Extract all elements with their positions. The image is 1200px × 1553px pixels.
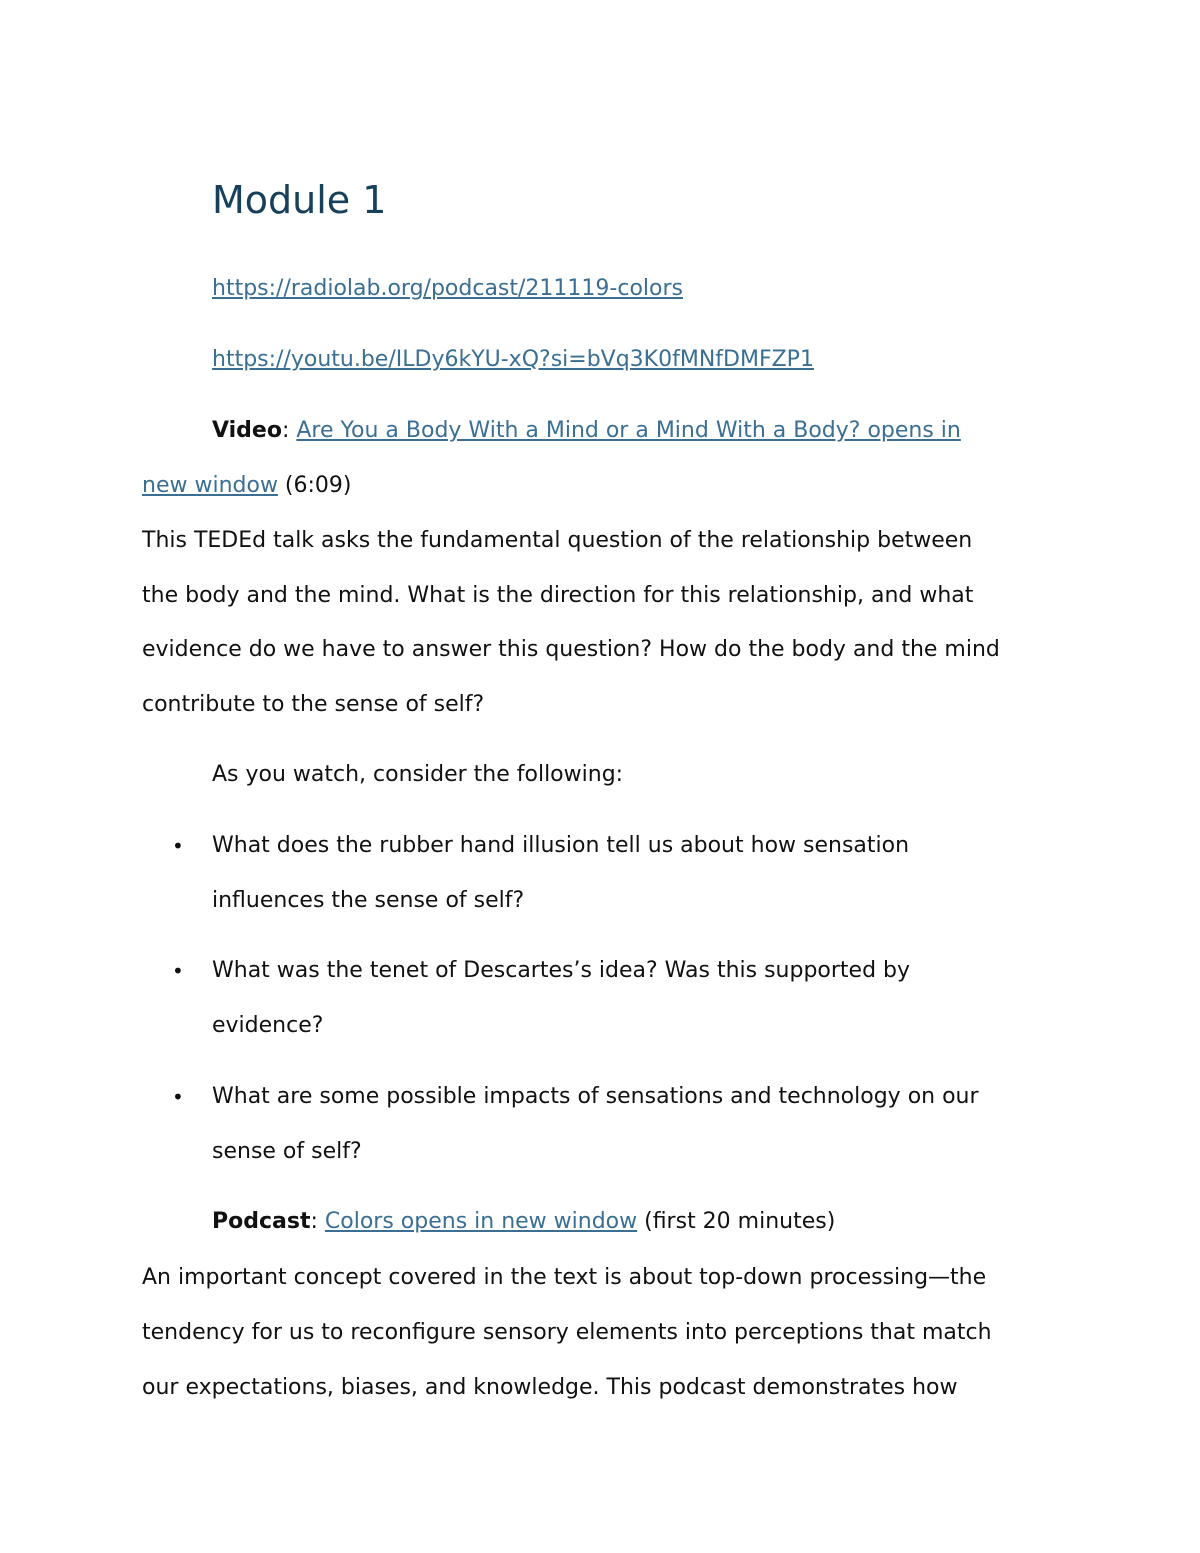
podcast-description-line: An important concept covered in the text is about top-down processing—the: [142, 1265, 987, 1290]
bullet-icon: •: [172, 1085, 184, 1109]
radiolab-link-line: [212, 273, 1152, 305]
video-label-separator: :: [281, 418, 297, 443]
video-link-continued[interactable]: new window: [142, 473, 278, 498]
podcast-note: (first 20 minutes): [637, 1209, 836, 1234]
question-line: influences the sense of self?: [212, 888, 525, 913]
consider-intro: As you watch, consider the following:: [212, 762, 624, 787]
video-description-line: evidence do we have to answer this question? How do the body and the mind: [142, 637, 1000, 662]
question-line: sense of self?: [212, 1139, 362, 1164]
bullet-icon: •: [172, 959, 184, 983]
radiolab-link[interactable]: https://radiolab.org/podcast/211119-colors: [212, 276, 683, 301]
question-line: What was the tenet of Descartes’s idea? Was this supported by: [212, 958, 911, 983]
video-label: Video: [212, 418, 282, 443]
video-heading-line: [212, 415, 1152, 447]
question-line: What does the rubber hand illusion tell us about how sensation: [212, 833, 910, 858]
video-description-line: contribute to the sense of self?: [142, 692, 485, 717]
podcast-label: Podcast: [212, 1209, 311, 1234]
podcast-description-line: tendency for us to reconfigure sensory elements into perceptions that match: [142, 1320, 992, 1345]
youtube-link-line: [212, 344, 1152, 376]
video-description-line: This TEDEd talk asks the fundamental question of the relationship between: [142, 528, 973, 553]
video-duration: (6:09): [277, 473, 352, 498]
podcast-heading-line: [212, 1206, 1152, 1238]
bullet-icon: •: [172, 834, 184, 858]
page-title: Module 1: [212, 178, 387, 222]
podcast-label-separator: :: [310, 1209, 325, 1234]
podcast-link[interactable]: Colors opens in new window: [324, 1209, 638, 1234]
question-line: evidence?: [212, 1013, 324, 1038]
video-description-line: the body and the mind. What is the direction for this relationship, and what: [142, 583, 974, 608]
youtube-link[interactable]: https://youtu.be/ILDy6kYU-xQ?si=bVq3K0fMNfDMFZP1: [212, 347, 814, 372]
video-link[interactable]: Are You a Body With a Mind or a Mind With a Body? opens in: [296, 418, 961, 443]
question-line: What are some possible impacts of sensations and technology on our: [212, 1084, 979, 1109]
video-heading-line-2: [142, 470, 1082, 502]
podcast-description-line: our expectations, biases, and knowledge. This podcast demonstrates how: [142, 1375, 958, 1400]
